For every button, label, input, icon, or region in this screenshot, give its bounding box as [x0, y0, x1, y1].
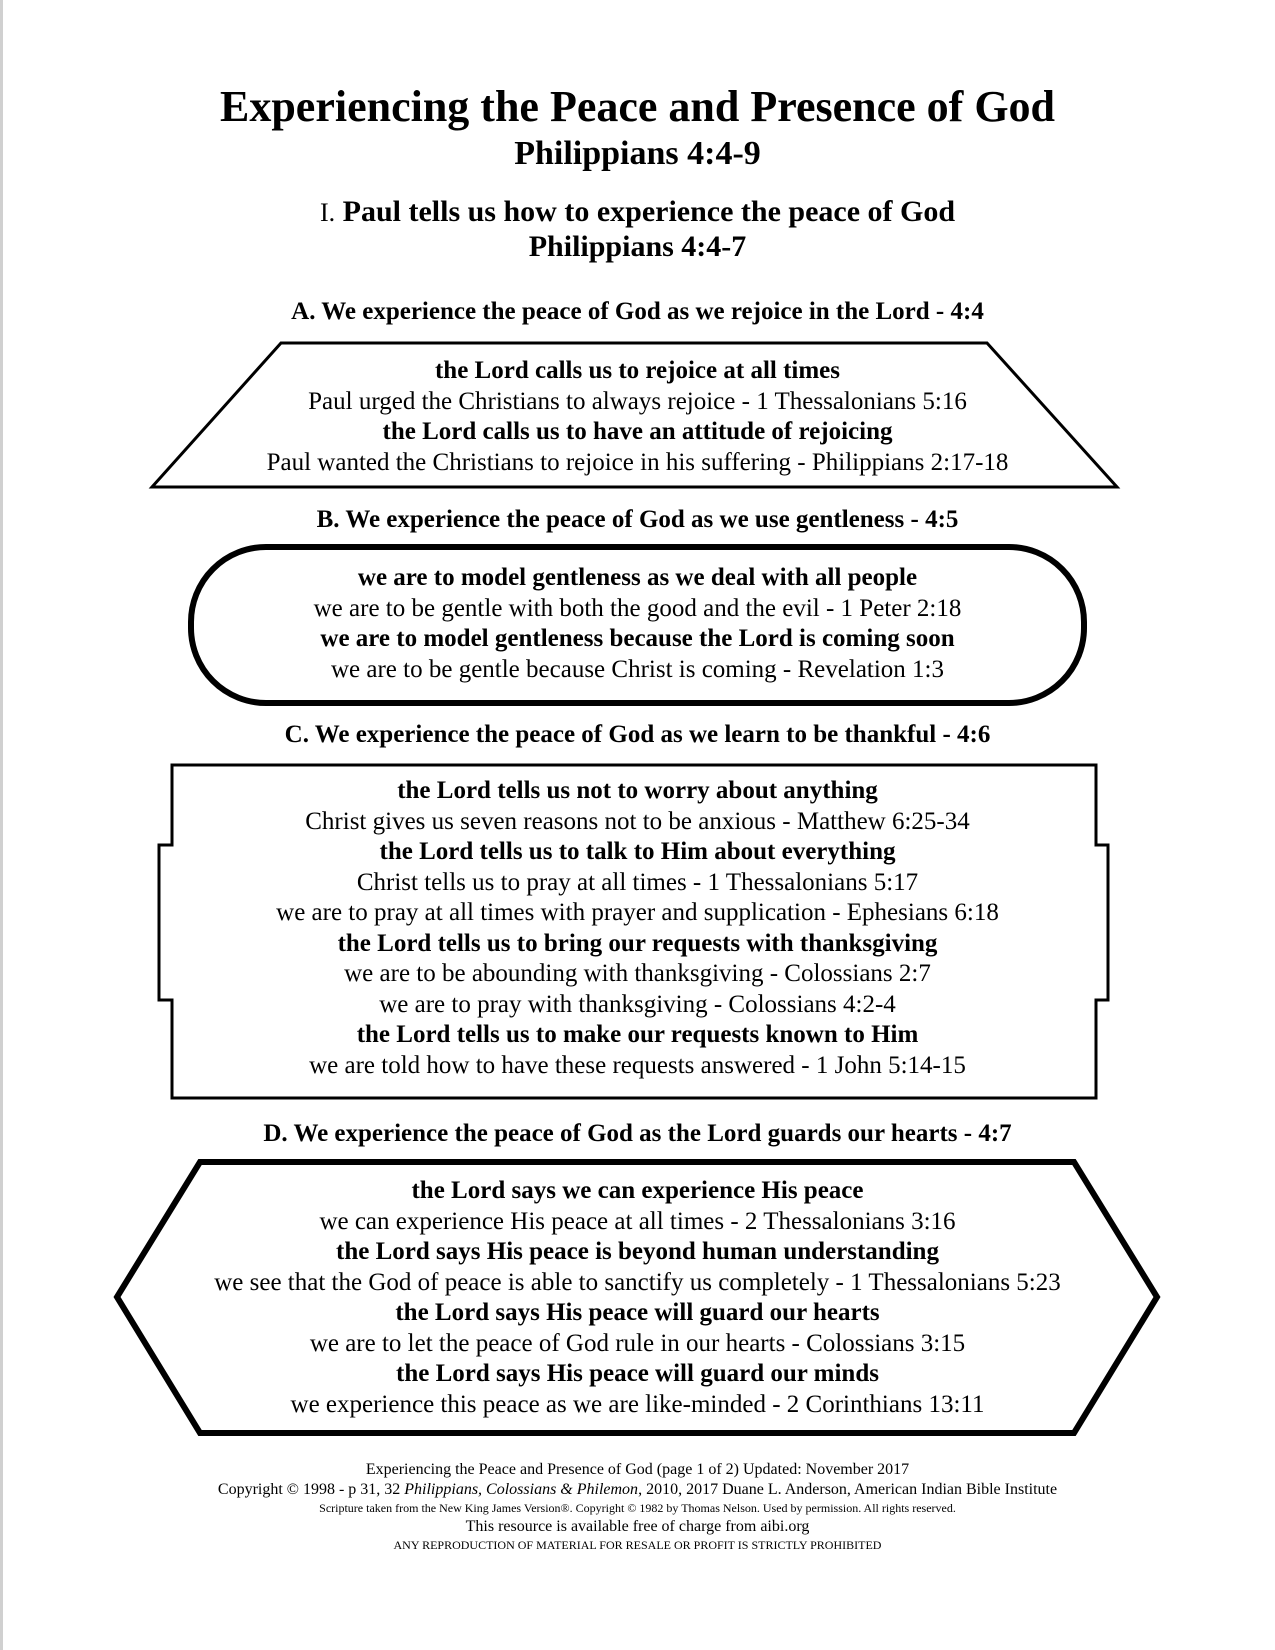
point-d-content: [0, 1176, 1275, 1420]
point-d-heading: D. We experience the peace of God as the Lord guards our hearts - 4:7: [263, 1120, 1012, 1147]
section-number: I.: [319, 198, 336, 227]
point-b-line: we are to be gentle with both the good and the evil - 1 Peter 2:18: [313, 594, 962, 622]
footer-copyright: [0, 1480, 1275, 1499]
footer-copyright-a: Copyright © 1998 - p 31, 32: [217, 1481, 405, 1498]
point-d-line: the Lord says His peace is beyond human understanding: [336, 1238, 939, 1265]
footer-prohibition: ANY REPRODUCTION OF MATERIAL FOR RESALE OR PROFIT IS STRICTLY PROHIBITED: [393, 1538, 882, 1552]
point-a-line: the Lord calls us to rejoice at all times: [434, 357, 841, 384]
footer-scripture-notice: Scripture taken from the New King James Version®. Copyright © 1982 by Thomas Nelson. Used by permission. All rights reserved.: [319, 1501, 956, 1515]
footer-copyright-b: , 2010, 2017 Duane L. Anderson, American Indian Bible Institute: [638, 1481, 1058, 1498]
footer-book-title: Philippians, Colossians & Philemon: [404, 1481, 639, 1498]
point-b-heading: B. We experience the peace of God as we use gentleness - 4:5: [316, 506, 959, 533]
point-c-line: the Lord tells us to talk to Him about everything: [379, 838, 896, 865]
point-b-line: we are to be gentle because Christ is coming - Revelation 1:3: [330, 655, 944, 683]
point-a-heading: A. We experience the peace of God as we rejoice in the Lord - 4:4: [291, 298, 984, 325]
point-c-line: the Lord tells us to make our requests known to Him: [356, 1021, 919, 1048]
point-c-line: we are told how to have these requests answered - 1 John 5:14-15: [309, 1051, 966, 1079]
point-a-line: Paul wanted the Christians to rejoice in his suffering - Philippians 2:17-18: [266, 448, 1009, 476]
point-c-line: the Lord tells us not to worry about anything: [397, 777, 878, 804]
point-b-line: we are to model gentleness because the Lord is coming soon: [320, 625, 955, 652]
footer-availability: This resource is available free of charge from aibi.org: [465, 1518, 810, 1535]
point-a-content: [0, 356, 1275, 478]
point-a-line: the Lord calls us to have an attitude of rejoicing: [382, 418, 893, 445]
section-reference: Philippians 4:4-7: [528, 230, 747, 263]
point-c-line: we are to be abounding with thanksgiving - Colossians 2:7: [344, 960, 931, 987]
footer-page-info: Experiencing the Peace and Presence of God (page 1 of 2) Updated: November 2017: [365, 1461, 910, 1478]
point-b-line: we are to model gentleness as we deal with all people: [357, 564, 918, 591]
point-d-line: we can experience His peace at all times - 2 Thessalonians 3:16: [319, 1207, 956, 1235]
point-c-heading: C. We experience the peace of God as we learn to be thankful - 4:6: [284, 721, 991, 748]
page-subtitle: Philippians 4:4-9: [514, 135, 761, 172]
point-a-line: Paul urged the Christians to always rejoice - 1 Thessalonians 5:16: [308, 387, 967, 415]
point-b-content: [0, 563, 1275, 685]
point-d-line: we are to let the peace of God rule in our hearts - Colossians 3:15: [309, 1329, 966, 1357]
point-d-line: the Lord says His peace will guard our hearts: [395, 1299, 880, 1326]
page-title: Experiencing the Peace and Presence of God: [219, 82, 1056, 131]
point-d-line: we experience this peace as we are like-minded - 2 Corinthians 13:11: [290, 1390, 985, 1418]
section-title: Paul tells us how to experience the peace of God: [342, 195, 956, 228]
point-c-content: [0, 776, 1275, 1081]
point-c-line: we are to pray with thanksgiving - Colossians 4:2-4: [379, 990, 896, 1018]
point-d-line: the Lord says we can experience His peace: [411, 1177, 864, 1204]
point-d-line: the Lord says His peace will guard our minds: [396, 1360, 879, 1387]
point-c-line: Christ tells us to pray at all times - 1 Thessalonians 5:17: [356, 868, 919, 896]
point-c-line: Christ gives us seven reasons not to be anxious - Matthew 6:25-34: [305, 807, 970, 835]
point-c-line: the Lord tells us to bring our requests with thanksgiving: [337, 929, 938, 957]
point-c-line: we are to pray at all times with prayer and supplication - Ephesians 6:18: [276, 899, 999, 926]
point-d-line: we see that the God of peace is able to sanctify us completely - 1 Thessalonians 5:23: [214, 1268, 1061, 1296]
